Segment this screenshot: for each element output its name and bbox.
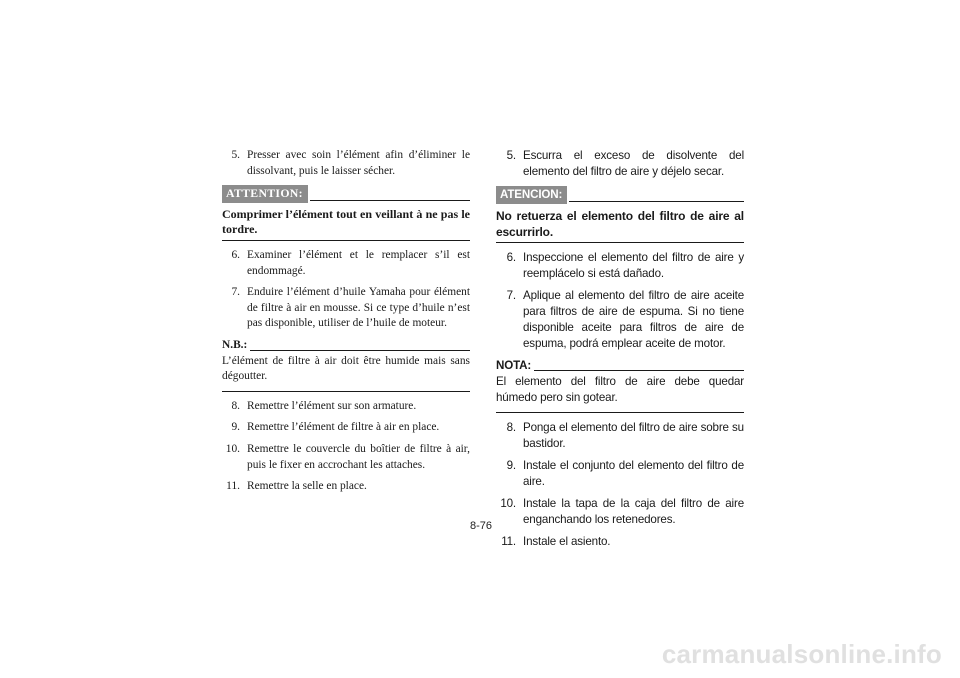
step-number: 8. [506, 421, 516, 434]
step-number: 8. [231, 399, 240, 412]
french-attention-label: ATTENTION: [222, 185, 308, 203]
step-item [496, 458, 744, 490]
step-number: 6. [231, 248, 240, 261]
french-attention-text: Comprimer l’élément tout en veillant à ne pas le tordre. [222, 207, 470, 241]
step-item [222, 148, 470, 179]
french-note-header [222, 338, 470, 354]
step-text: Examiner l’élément et le remplacer s’il est endommagé. [247, 248, 470, 277]
step-item [222, 420, 470, 436]
french-steps-b [222, 248, 470, 332]
step-number: 9. [231, 421, 240, 434]
step-item [222, 248, 470, 279]
step-item [496, 420, 744, 452]
spanish-attention-header [496, 186, 744, 204]
spanish-note-header [496, 358, 744, 374]
step-number: 7. [506, 289, 516, 302]
step-item [496, 288, 744, 352]
step-text: Presser avec soin l’élément afin d’éliminer le dissolvant, puis le laisser sécher. [247, 149, 470, 177]
french-steps-c [222, 399, 470, 495]
step-item [222, 399, 470, 415]
step-number: 11. [501, 535, 516, 548]
spanish-attention-rule [569, 201, 744, 202]
step-number: 10. [500, 497, 516, 510]
watermark: carmanualsonline.info [661, 639, 942, 669]
step-number: 10. [225, 442, 240, 455]
step-item [496, 496, 744, 528]
step-text: Ponga el elemento del filtro de aire sobre su bastidor. [523, 421, 744, 450]
step-number: 7. [231, 286, 240, 299]
french-column [222, 148, 470, 501]
spanish-column [496, 148, 744, 556]
step-text: Aplique al elemento del filtro de aire aceite para filtros de aire de espuma. Si no tiene disponible aceite para filtros de aire de espuma, podrá emplear aceite de motor. [523, 289, 744, 350]
spanish-note-rule [534, 370, 744, 371]
step-item [496, 148, 744, 180]
step-number: 6. [506, 251, 516, 264]
french-note-text: L’élément de filtre à air doit être humide mais sans dégoutter. [222, 354, 470, 392]
step-text: Remettre la selle en place. [247, 480, 367, 493]
step-number: 9. [506, 459, 516, 472]
spanish-attention-label: ATENCION: [496, 186, 567, 204]
spanish-attention-text: No retuerza el elemento del filtro de aire al escurrirlo. [496, 208, 744, 243]
step-item [496, 534, 744, 550]
step-text: Remettre l’élément de filtre à air en place. [247, 421, 440, 434]
page-number: 8-76 [470, 520, 493, 532]
step-item [222, 285, 470, 332]
french-note-label: N.B.: [222, 338, 248, 351]
spanish-steps-a [496, 148, 744, 180]
step-text: Remettre le couvercle du boîtier de filtre à air, puis le fixer en accrochant les attaches. [247, 442, 470, 471]
step-number: 5. [231, 149, 240, 161]
step-text: Instale el asiento. [523, 535, 611, 548]
step-text: Inspeccione el elemento del filtro de aire y reemplácelo si está dañado. [523, 251, 744, 280]
step-text: Enduire l’élément d’huile Yamaha pour élément de filtre à air en mousse. Si ce type d’huile n’est pas disponible, utiliser de l’huile de moteur. [247, 286, 470, 330]
step-number: 5. [506, 149, 516, 162]
spanish-steps-b [496, 250, 744, 352]
step-item [222, 442, 470, 473]
step-item [222, 479, 470, 495]
spanish-steps-c [496, 420, 744, 550]
french-note-rule [250, 350, 470, 351]
step-text: Remettre l’élément sur son armature. [247, 399, 417, 412]
step-text: Instale la tapa de la caja del filtro de aire enganchando los retenedores. [523, 497, 744, 526]
step-text: Instale el conjunto del elemento del filtro de aire. [523, 459, 744, 488]
french-attention-header [222, 185, 470, 203]
french-attention-rule [310, 200, 470, 201]
french-steps-a [222, 148, 470, 179]
step-item [496, 250, 744, 282]
step-number: 11. [226, 480, 240, 493]
spanish-note-text: El elemento del filtro de aire debe quedar húmedo pero sin gotear. [496, 374, 744, 413]
step-text: Escurra el exceso de disolvente del elemento del filtro de aire y déjelo secar. [523, 149, 744, 178]
spanish-note-label: NOTA: [496, 359, 532, 372]
